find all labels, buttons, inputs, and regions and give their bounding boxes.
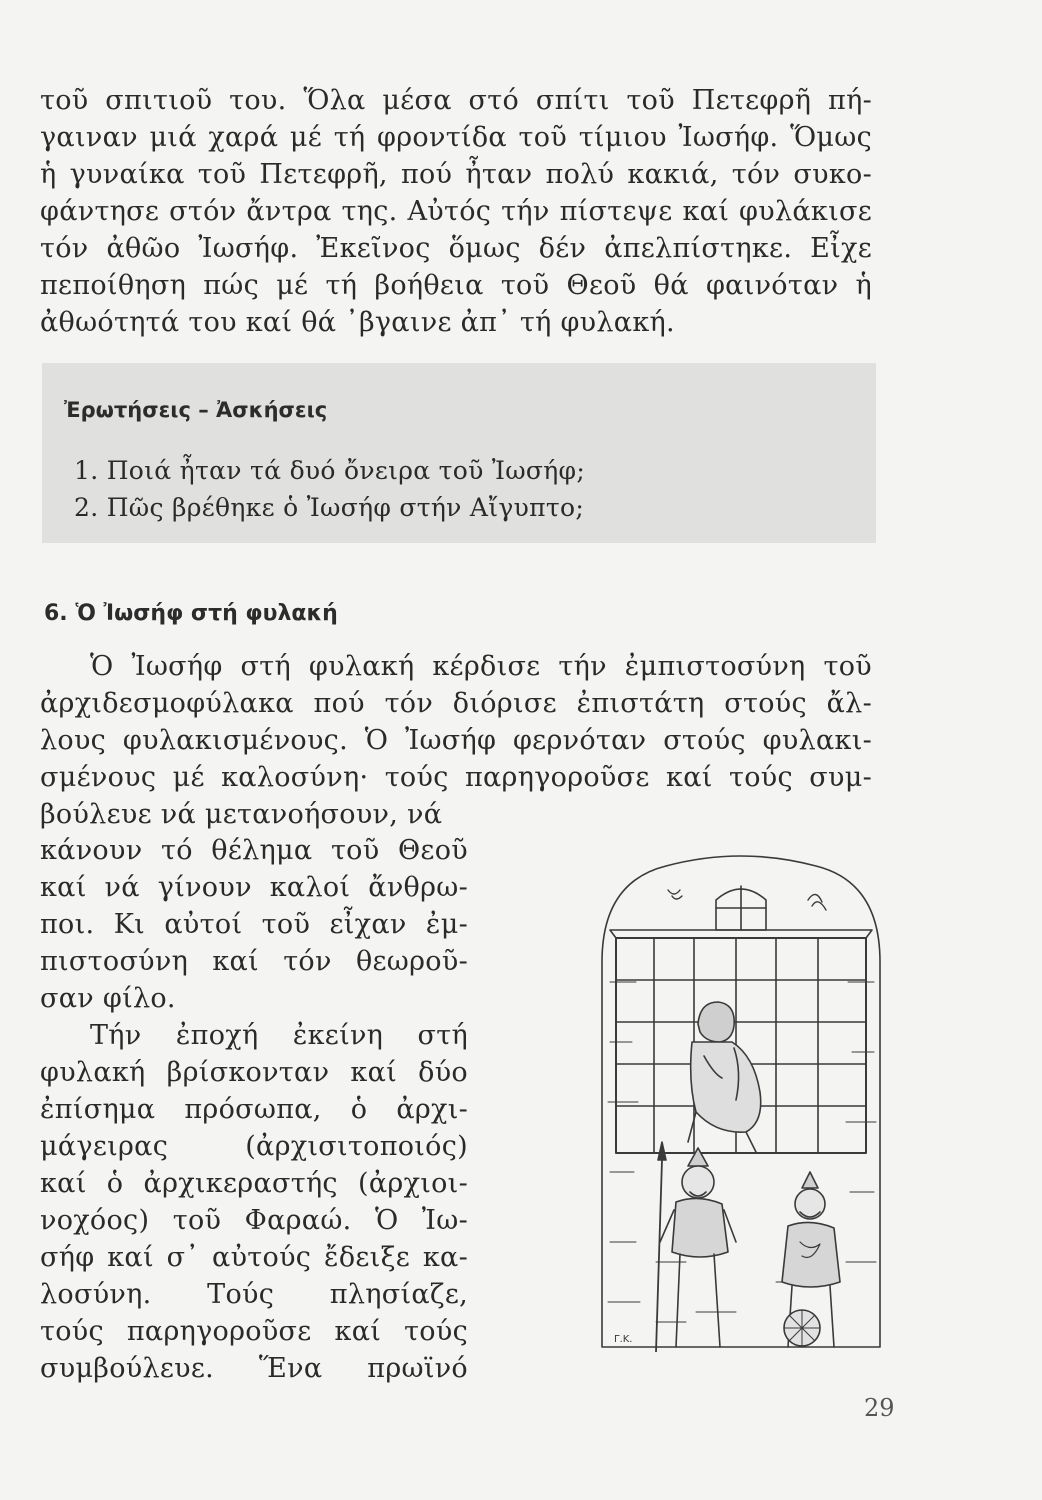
text-line: καί νά γίνουν καλοί ἄνθρω- [40, 872, 468, 903]
intro-paragraph [40, 82, 872, 341]
text-line: ποι. Κι αὐτοί τοῦ εἶχαν ἐμ- [40, 909, 468, 940]
text-line: πιστοσύνη καί τόν θεωροῦ- [40, 946, 468, 977]
text-line: πεποίθηση πώς μέ τή βοήθεια τοῦ Θεοῦ θά φαινόταν ἡ [40, 270, 872, 301]
text-line: Τήν ἐποχή ἐκείνη στή [90, 1020, 468, 1051]
text-line: ἡ γυναίκα τοῦ Πετεφρῆ, πού ἦταν πολύ κακιά, τόν συκο- [40, 159, 872, 190]
text-line: νοχόος) τοῦ Φαραώ. Ὁ Ἰω- [40, 1205, 468, 1236]
text-line: σήφ καί σ᾿ αὐτούς ἔδειξε κα- [40, 1242, 468, 1273]
text-line: καί ὁ ἀρχικεραστής (ἀρχιοι- [40, 1168, 468, 1199]
question-item: 1. Ποιά ἦταν τά δυό ὄνειρα τοῦ Ἰωσήφ; [74, 456, 586, 485]
text-line: λοσύνη. Τούς πλησίαζε, [40, 1279, 468, 1310]
prison-illustration [596, 842, 886, 1352]
text-line: φυλακή βρίσκονταν καί δύο [40, 1057, 468, 1088]
text-line: τούς παρηγοροῦσε καί τούς [40, 1316, 468, 1347]
text-line: Ὁ Ἰωσήφ στή φυλακή κέρδισε τήν ἐμπιστοσύνη τοῦ [90, 651, 872, 682]
section-paragraph [40, 648, 872, 833]
artist-signature: Γ.Κ. [614, 1334, 633, 1345]
text-line: μάγειρας (ἀρχισιτοποιός) [40, 1131, 468, 1162]
questions-list [74, 452, 585, 526]
page-number: 29 [864, 1394, 895, 1422]
text-line: ἀρχιδεσμοφύλακα πού τόν διόρισε ἐπιστάτη στούς ἄλ- [40, 688, 872, 719]
text-line: σαν φίλο. [40, 983, 176, 1014]
section-title: 6. Ὁ Ἰωσήφ στή φυλακή [44, 601, 338, 626]
text-line: φάντησε στόν ἄντρα της. Αὐτός τήν πίστεψε καί φυλάκισε [40, 196, 872, 227]
question-item: 2. Πῶς βρέθηκε ὁ Ἰωσήφ στήν Αἴγυπτο; [74, 493, 585, 522]
text-line: ἐπίσημα πρόσωπα, ὁ ἀρχι- [40, 1094, 468, 1125]
questions-title: Ἐρωτήσεις – Ἀσκήσεις [64, 398, 328, 422]
text-line: συμβούλευε. Ἕνα πρωϊνό [40, 1353, 468, 1384]
text-line: γαιναν μιά χαρά μέ τή φροντίδα τοῦ τίμιου Ἰωσήφ. Ὅμως [40, 122, 872, 153]
text-line: τοῦ σπιτιοῦ του. Ὅλα μέσα στό σπίτι τοῦ Πετεφρῆ πή- [40, 85, 872, 116]
text-line: λους φυλακισμένους. Ὁ Ἰωσήφ φερνόταν στούς φυλακι- [40, 725, 872, 756]
text-line: βούλευε νά μετανοήσουν, νά [40, 799, 443, 830]
text-line: ἀθωότητά του καί θά ᾿βγαινε ἀπ᾿ τή φυλακή. [40, 307, 675, 338]
text-line: σμένους μέ καλοσύνη· τούς παρηγοροῦσε καί τούς συμ- [40, 762, 872, 793]
column-paragraph [40, 832, 468, 1387]
text-line: τόν ἀθῶο Ἰωσήφ. Ἐκεῖνος ὅμως δέν ἀπελπίστηκε. Εἶχε [40, 233, 872, 264]
text-line: κάνουν τό θέλημα τοῦ Θεοῦ [40, 835, 468, 866]
